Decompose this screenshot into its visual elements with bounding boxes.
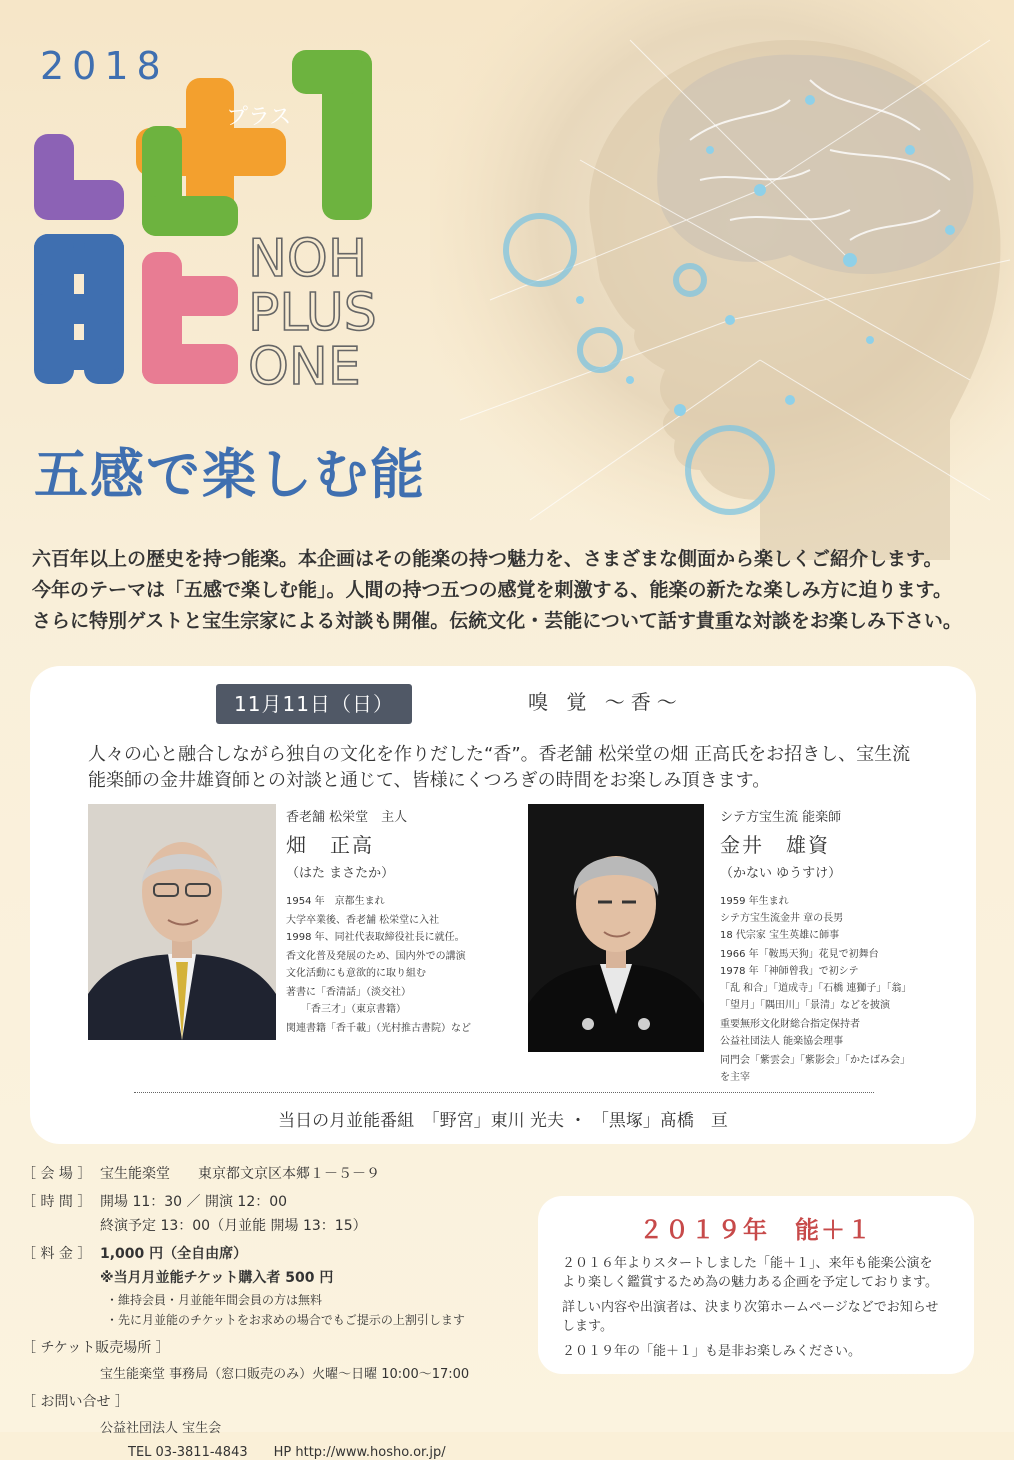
contact-org: 公益社団法人 宝生会: [100, 1421, 222, 1436]
guest-role: 香老舗 松栄堂 主人: [286, 810, 408, 825]
guest-photo-hata: [88, 804, 276, 1040]
time-value: 終演予定 13：00（月並能 開場 13：15）: [100, 1218, 367, 1234]
venue-label: ［ 会 場 ］: [22, 1166, 92, 1182]
next-year-box: [538, 1196, 974, 1374]
venue-value: 宝生能楽堂 東京都文京区本郷１－５－９: [100, 1166, 380, 1182]
bio-line: 18 代宗家 宝生英雄に師事: [720, 930, 840, 941]
guest-kana: （かない ゆうすけ）: [720, 866, 842, 881]
svg-text:プラス: プラス: [226, 105, 292, 130]
bio-line: 公益社団法人 能楽協会理事: [720, 1036, 844, 1047]
guest-info-kanai: [720, 806, 960, 1088]
guest-name: 畑 正高: [286, 833, 374, 857]
fee-note: ・維持会員・月並能年間会員の方は無料: [106, 1293, 323, 1307]
ticket-value: 宝生能楽堂 事務局（窓口販売のみ）火曜〜日曜 10:00〜17:00: [100, 1367, 470, 1382]
event-description-line: 能楽師の金井雄資師との対談と通じて、皆様にくつろぎの時間をお楽しみ頂きます。: [88, 770, 771, 791]
guest-name: 金井 雄資: [720, 833, 830, 857]
ticket-label: ［ チケット販売場所 ］: [22, 1340, 170, 1356]
next-year-title: ２０１９年 能＋１: [639, 1216, 873, 1244]
event-card: [30, 666, 976, 1144]
bio-line: 大学卒業後、香老舗 松栄堂に入社: [286, 915, 440, 926]
bio-line: 1998 年、同社代表取締役社長に就任。: [286, 932, 465, 943]
bio-line: 「望月」「隅田川」「景清」などを披演: [720, 1000, 890, 1011]
intro-line: 今年のテーマは「五感で楽しむ能」。人間の持つ五つの感覚を刺激する、能楽の新たな楽しみ方に迫ります。: [32, 579, 952, 601]
event-description: [88, 742, 958, 794]
contact-tel: TEL 03-3811-4843 HP http://www.hosho.or.jp/: [128, 1445, 446, 1460]
bio-line: を主宰: [720, 1072, 750, 1083]
guest-bio: [720, 895, 960, 1084]
bio-line: 1959 年生まれ: [720, 896, 789, 907]
guest-bio: [286, 895, 516, 1035]
next-year-line: ２０１９年の「能＋１」も是非お楽しみください。: [562, 1344, 862, 1359]
noh-plus-one-logo: [30, 30, 430, 410]
event-description-line: 人々の心と融合しながら独自の文化を作りだした“香”。香老舗 松栄堂の畑 正高氏をお招きし、宝生流: [88, 744, 911, 765]
fee-note: ・先に月並能のチケットをお求めの場合でもご提示の上割引します: [106, 1313, 465, 1327]
bio-line: 「乱 和合」「道成寺」「石橋 連獅子」「翁」: [720, 983, 912, 994]
monthly-program: 当日の月並能番組 「野宮」東川 光夫 ・ 「黒塚」髙橋 亘: [278, 1111, 728, 1131]
bio-line: 著書に「香清話」（淡交社）: [286, 987, 411, 998]
next-year-line: 詳しい内容や出演者は、決まり次第ホームページなどでお知らせ: [562, 1300, 939, 1315]
next-year-line: より楽しく鑑賞するため為の魅力ある企画を予定しております。: [562, 1275, 938, 1290]
bio-line: 関連書籍「香千載」（光村推古書院）など: [286, 1023, 471, 1034]
intro-text: [32, 544, 982, 637]
year-label: 2018: [40, 44, 169, 88]
next-year-line: します。: [562, 1319, 613, 1334]
intro-line: 六百年以上の歴史を持つ能楽。本企画はその能楽の持つ魅力を、さまざまな側面から楽しくご紹介します。: [32, 548, 943, 570]
guest-info-hata: [286, 806, 516, 1039]
svg-text:NOH: NOH: [248, 229, 367, 289]
bio-line: 香文化普及発展のため、国内外での講演: [286, 951, 466, 962]
bio-line: シテ方宝生流金井 章の長男: [720, 913, 844, 924]
bio-line: 「香三才」（東京書籍）: [286, 1004, 406, 1015]
guest-kana: （はた まさたか）: [286, 866, 395, 881]
bio-line: 1978 年「神師曾我」で初シテ: [720, 966, 859, 977]
divider: [134, 1092, 874, 1093]
bio-line: 1966 年「鞍馬天狗」花見で初舞台: [720, 949, 879, 960]
guest-photo-kanai: [528, 804, 704, 1052]
bio-line: 1954 年 京都生まれ: [286, 896, 385, 907]
fee-note: ※当月月並能チケット購入者 500 円: [100, 1270, 334, 1286]
brain-network-illustration: [430, 0, 1014, 560]
event-date-badge: 11月11日（日）: [216, 684, 412, 724]
svg-text:ONE: ONE: [248, 337, 361, 397]
contact-label: ［ お問い合せ ］: [22, 1394, 129, 1410]
guest-role: シテ方宝生流 能楽師: [720, 810, 842, 825]
time-label: ［ 時 間 ］: [22, 1194, 92, 1210]
bio-line: 同門会「紫雲会」「紫影会」「かたばみ会」: [720, 1055, 910, 1066]
event-theme: 嗅 覚 〜香〜: [528, 690, 683, 714]
page-title: 五感で楽しむ能: [34, 443, 426, 506]
intro-line: さらに特別ゲストと宝生宗家による対談も開催。伝統文化・芸能について話す貴重な対談をお楽しみ下さい。: [32, 610, 962, 632]
fee-value: 1,000 円（全自由席）: [100, 1246, 248, 1262]
bio-line: 重要無形文化財総合指定保持者: [720, 1019, 860, 1030]
svg-text:PLUS: PLUS: [248, 283, 377, 343]
bio-line: 文化活動にも意欲的に取り組む: [286, 968, 426, 979]
fee-label: ［ 料 金 ］: [22, 1246, 92, 1262]
time-value: 開場 11：30 ／ 開演 12：00: [100, 1194, 288, 1210]
next-year-line: ２０１６年よりスタートしました「能＋１」、来年も能楽公演を: [562, 1256, 933, 1271]
one-glyph-icon: [292, 50, 372, 220]
next-year-text: [562, 1254, 962, 1361]
